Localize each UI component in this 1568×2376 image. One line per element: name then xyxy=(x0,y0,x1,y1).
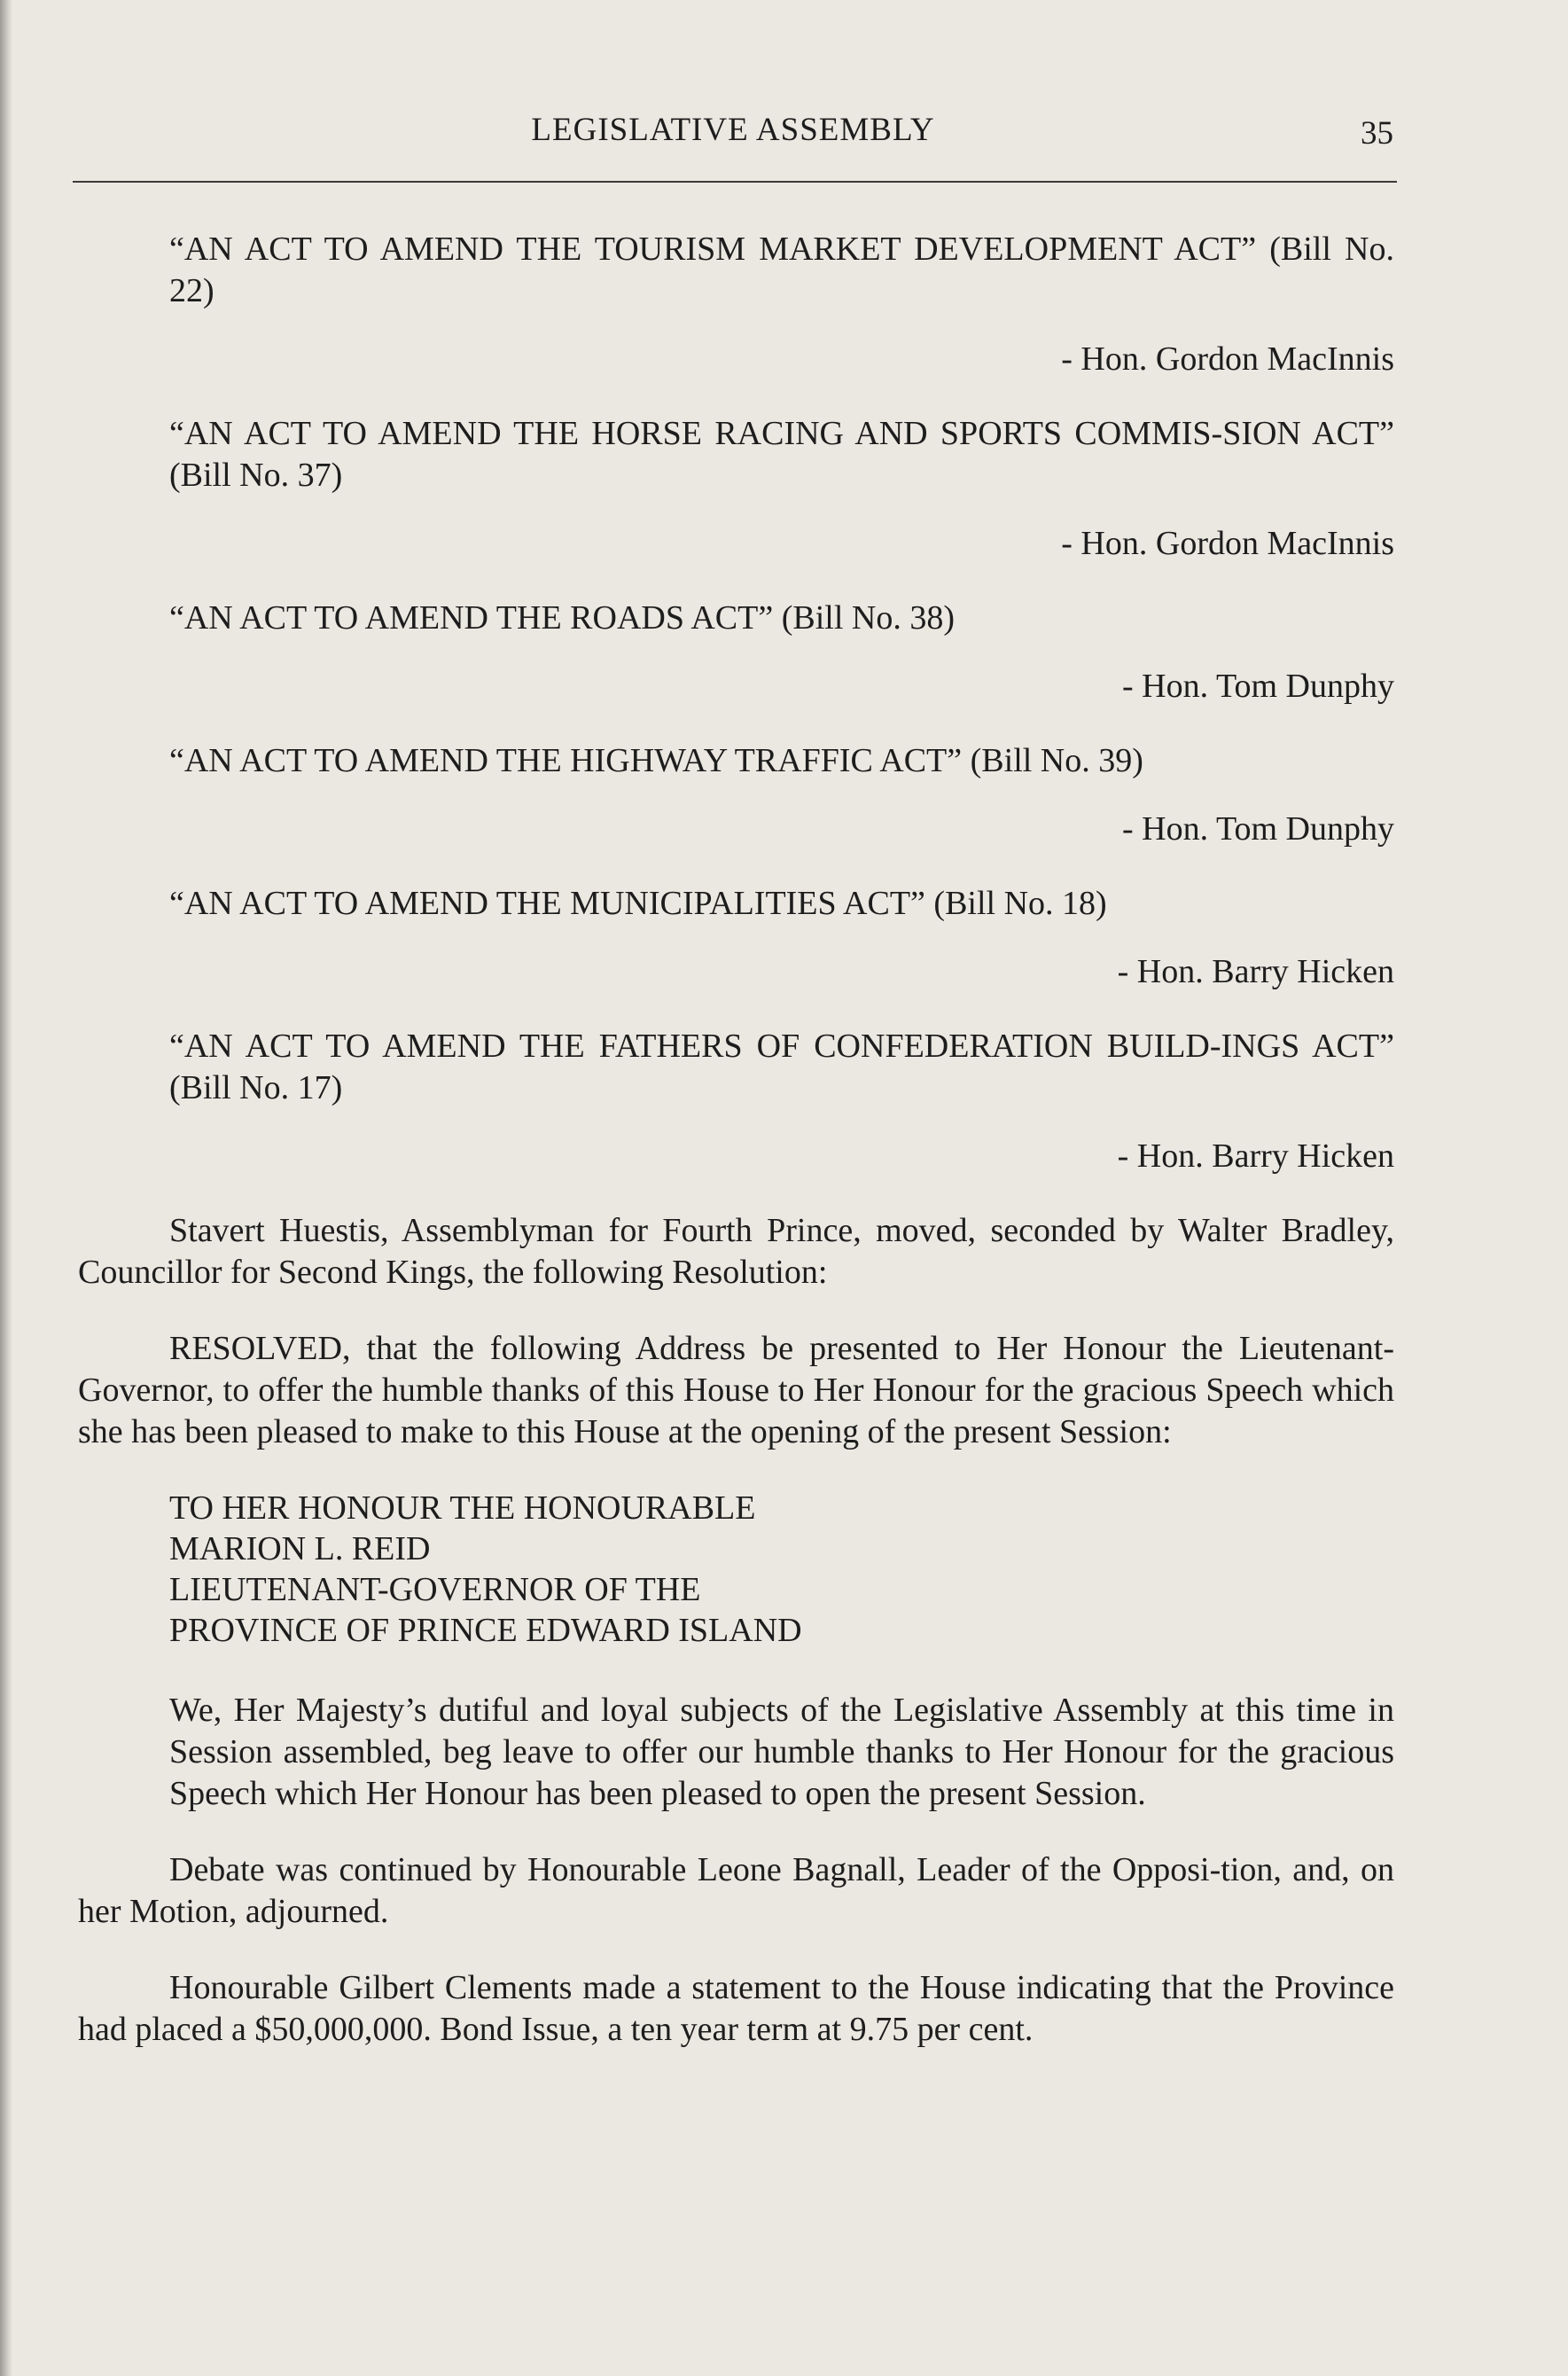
bill-sponsor: - Hon. Gordon MacInnis xyxy=(1061,525,1394,562)
bill-entry xyxy=(78,598,1394,707)
bill-entry xyxy=(78,740,1394,850)
address-line: MARION L. REID xyxy=(169,1530,431,1567)
page-header xyxy=(73,111,1393,155)
page-number: 35 xyxy=(1361,115,1393,152)
motion-paragraph: Stavert Huestis, Assemblyman for Fourth Prince, moved, seconded by Walter Bradley, Councillor for Second Kings, the following Resolution: xyxy=(78,1212,1394,1291)
bill-entry xyxy=(78,229,1394,380)
page-body xyxy=(78,229,1394,2085)
address-heading xyxy=(169,1488,1394,1651)
statement-paragraph: Honourable Gilbert Clements made a statement to the House indicating that the Province had placed a $50,000,000. Bond Issue, a ten year term at 9.75 per cent. xyxy=(78,1969,1394,2048)
address-line: LIEUTENANT-GOVERNOR OF THE xyxy=(169,1571,701,1608)
bill-entry xyxy=(78,1026,1394,1177)
bill-title: “AN ACT TO AMEND THE TOURISM MARKET DEVELOPMENT ACT” (Bill No. 22) xyxy=(169,231,1394,309)
running-title: LEGISLATIVE ASSEMBLY xyxy=(531,112,935,148)
page-edge-shadow xyxy=(0,0,12,2376)
address-line: TO HER HONOUR THE HONOURABLE xyxy=(169,1489,756,1527)
address-line: PROVINCE OF PRINCE EDWARD ISLAND xyxy=(169,1612,802,1649)
address-body: We, Her Majesty’s dutiful and loyal subjects of the Legislative Assembly at this time in Session assembled, beg leave to offer our humble thanks to Her Honour for the gracious Speech which Her Honour has been pleased to open the present Session. xyxy=(169,1692,1394,1812)
bill-sponsor: - Hon. Barry Hicken xyxy=(1117,953,1394,990)
bill-title: “AN ACT TO AMEND THE HIGHWAY TRAFFIC ACT” (Bill No. 39) xyxy=(169,742,1143,779)
bill-entry xyxy=(78,883,1394,993)
debate-paragraph: Debate was continued by Honourable Leone Bagnall, Leader of the Opposi-tion, and, on her Motion, adjourned. xyxy=(78,1851,1394,1930)
resolution-paragraph: RESOLVED, that the following Address be presented to Her Honour the Lieutenant-Governor, to offer the humble thanks of this House to Her Honour for the gracious Speech which she has been pleased to make to this House at the opening of the present Session: xyxy=(78,1330,1394,1450)
bill-title: “AN ACT TO AMEND THE HORSE RACING AND SPORTS COMMIS-SION ACT” (Bill No. 37) xyxy=(169,415,1394,494)
bill-sponsor: - Hon. Gordon MacInnis xyxy=(1061,340,1394,378)
bill-title: “AN ACT TO AMEND THE MUNICIPALITIES ACT” (Bill No. 18) xyxy=(169,885,1107,922)
bill-sponsor: - Hon. Barry Hicken xyxy=(1117,1137,1394,1175)
bill-sponsor: - Hon. Tom Dunphy xyxy=(1122,668,1394,705)
bill-title: “AN ACT TO AMEND THE ROADS ACT” (Bill No. 38) xyxy=(169,599,956,637)
bill-title: “AN ACT TO AMEND THE FATHERS OF CONFEDERATION BUILD-INGS ACT” (Bill No. 17) xyxy=(169,1028,1394,1106)
bill-entry xyxy=(78,413,1394,565)
header-rule xyxy=(73,181,1397,183)
bill-sponsor: - Hon. Tom Dunphy xyxy=(1122,810,1394,848)
